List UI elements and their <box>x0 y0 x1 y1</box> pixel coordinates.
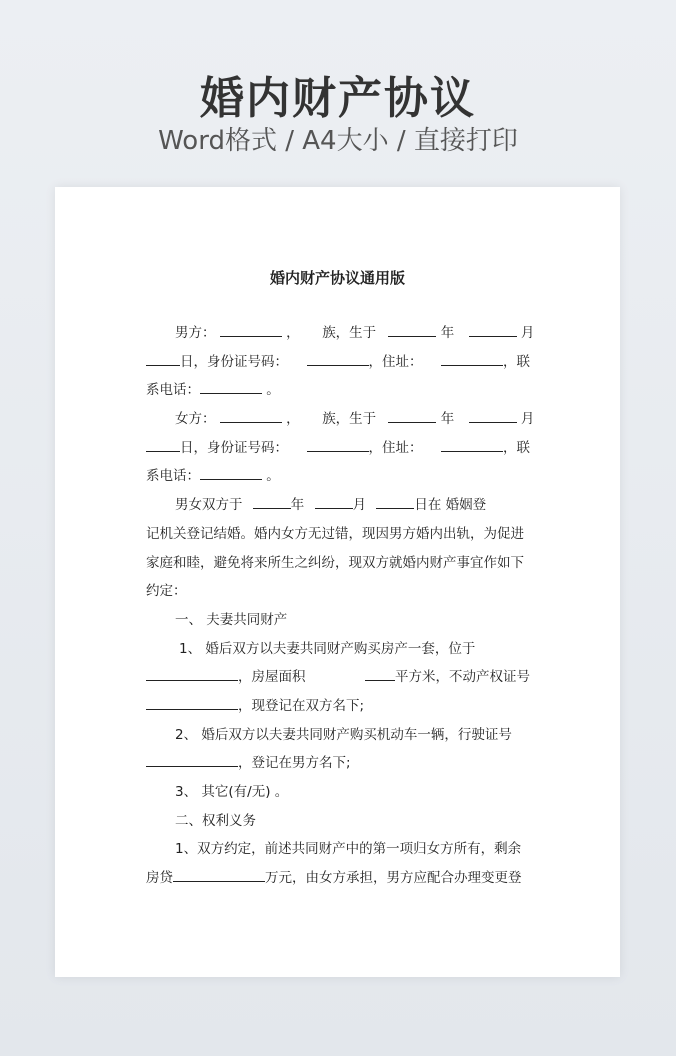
text-line: ，现登记在双方名下; <box>146 692 530 721</box>
blank-field <box>173 867 265 882</box>
text-line: 系电话： 。 <box>146 376 530 405</box>
blank-field <box>307 437 369 452</box>
blank-field <box>441 351 503 366</box>
document-body <box>146 319 535 893</box>
blank-field <box>388 408 436 423</box>
text-line: 家庭和睦，避免将来所生之纠纷，现双方就婚内财产事宜作如下 <box>146 554 524 571</box>
text-line: 1、双方约定，前述共同财产中的第一项归女方所有，剩余 <box>175 841 522 858</box>
blank-field <box>146 437 180 452</box>
blank-field <box>441 437 503 452</box>
text-line: 约定： <box>146 583 187 600</box>
blank-field <box>146 695 238 710</box>
text-line: 女方： ， 族，生于 年 月 <box>146 405 530 434</box>
text-line: 房贷 万元，由女方承担，男方应配合办理变更登 <box>146 864 530 893</box>
text-line: ，房屋面积 平方米，不动产权证号 <box>146 663 530 692</box>
text-line: 男方： ， 族，生于 年 月 <box>146 319 530 348</box>
blank-field <box>388 322 436 337</box>
section-heading: 一、 夫妻共同财产 <box>175 611 288 628</box>
text-line: ，登记在男方名下; <box>146 749 530 778</box>
blank-field <box>307 351 369 366</box>
text-line: 记机关登记结婚。婚内女方无过错，现因男方婚内出轨，为促进 <box>146 525 524 542</box>
banner-title: 婚内财产协议 <box>200 73 476 124</box>
blank-field <box>469 408 517 423</box>
text-line: 3、 其它(有/无) 。 <box>175 784 289 800</box>
blank-field <box>315 494 353 509</box>
blank-field <box>469 322 517 337</box>
blank-field <box>146 351 180 366</box>
text-line: 日，身份证号码： ，住址： ，联 <box>146 434 530 463</box>
document-page <box>55 187 620 977</box>
text-line: 2、 婚后双方以夫妻共同财产购买机动车一辆，行驶证号 <box>175 726 512 743</box>
blank-field <box>200 465 262 480</box>
blank-field <box>146 666 238 681</box>
text-line: 男女双方于 年 月 日在 婚姻登 <box>146 491 530 520</box>
blank-field <box>146 752 238 767</box>
blank-field <box>376 494 414 509</box>
blank-field <box>220 322 282 337</box>
document-title: 婚内财产协议通用版 <box>269 269 405 287</box>
section-heading: 二、权利义务 <box>175 812 256 829</box>
text-line: 系电话： 。 <box>146 462 530 491</box>
text-line: 日，身份证号码： ，住址： ，联 <box>146 348 530 377</box>
text-line: 1、 婚后双方以夫妻共同财产购买房产一套，位于 <box>179 640 476 657</box>
blank-field <box>200 379 262 394</box>
blank-field <box>253 494 291 509</box>
banner-subtitle: Word格式 / A4大小 / 直接打印 <box>158 126 518 156</box>
blank-field <box>365 666 395 681</box>
blank-field <box>220 408 282 423</box>
